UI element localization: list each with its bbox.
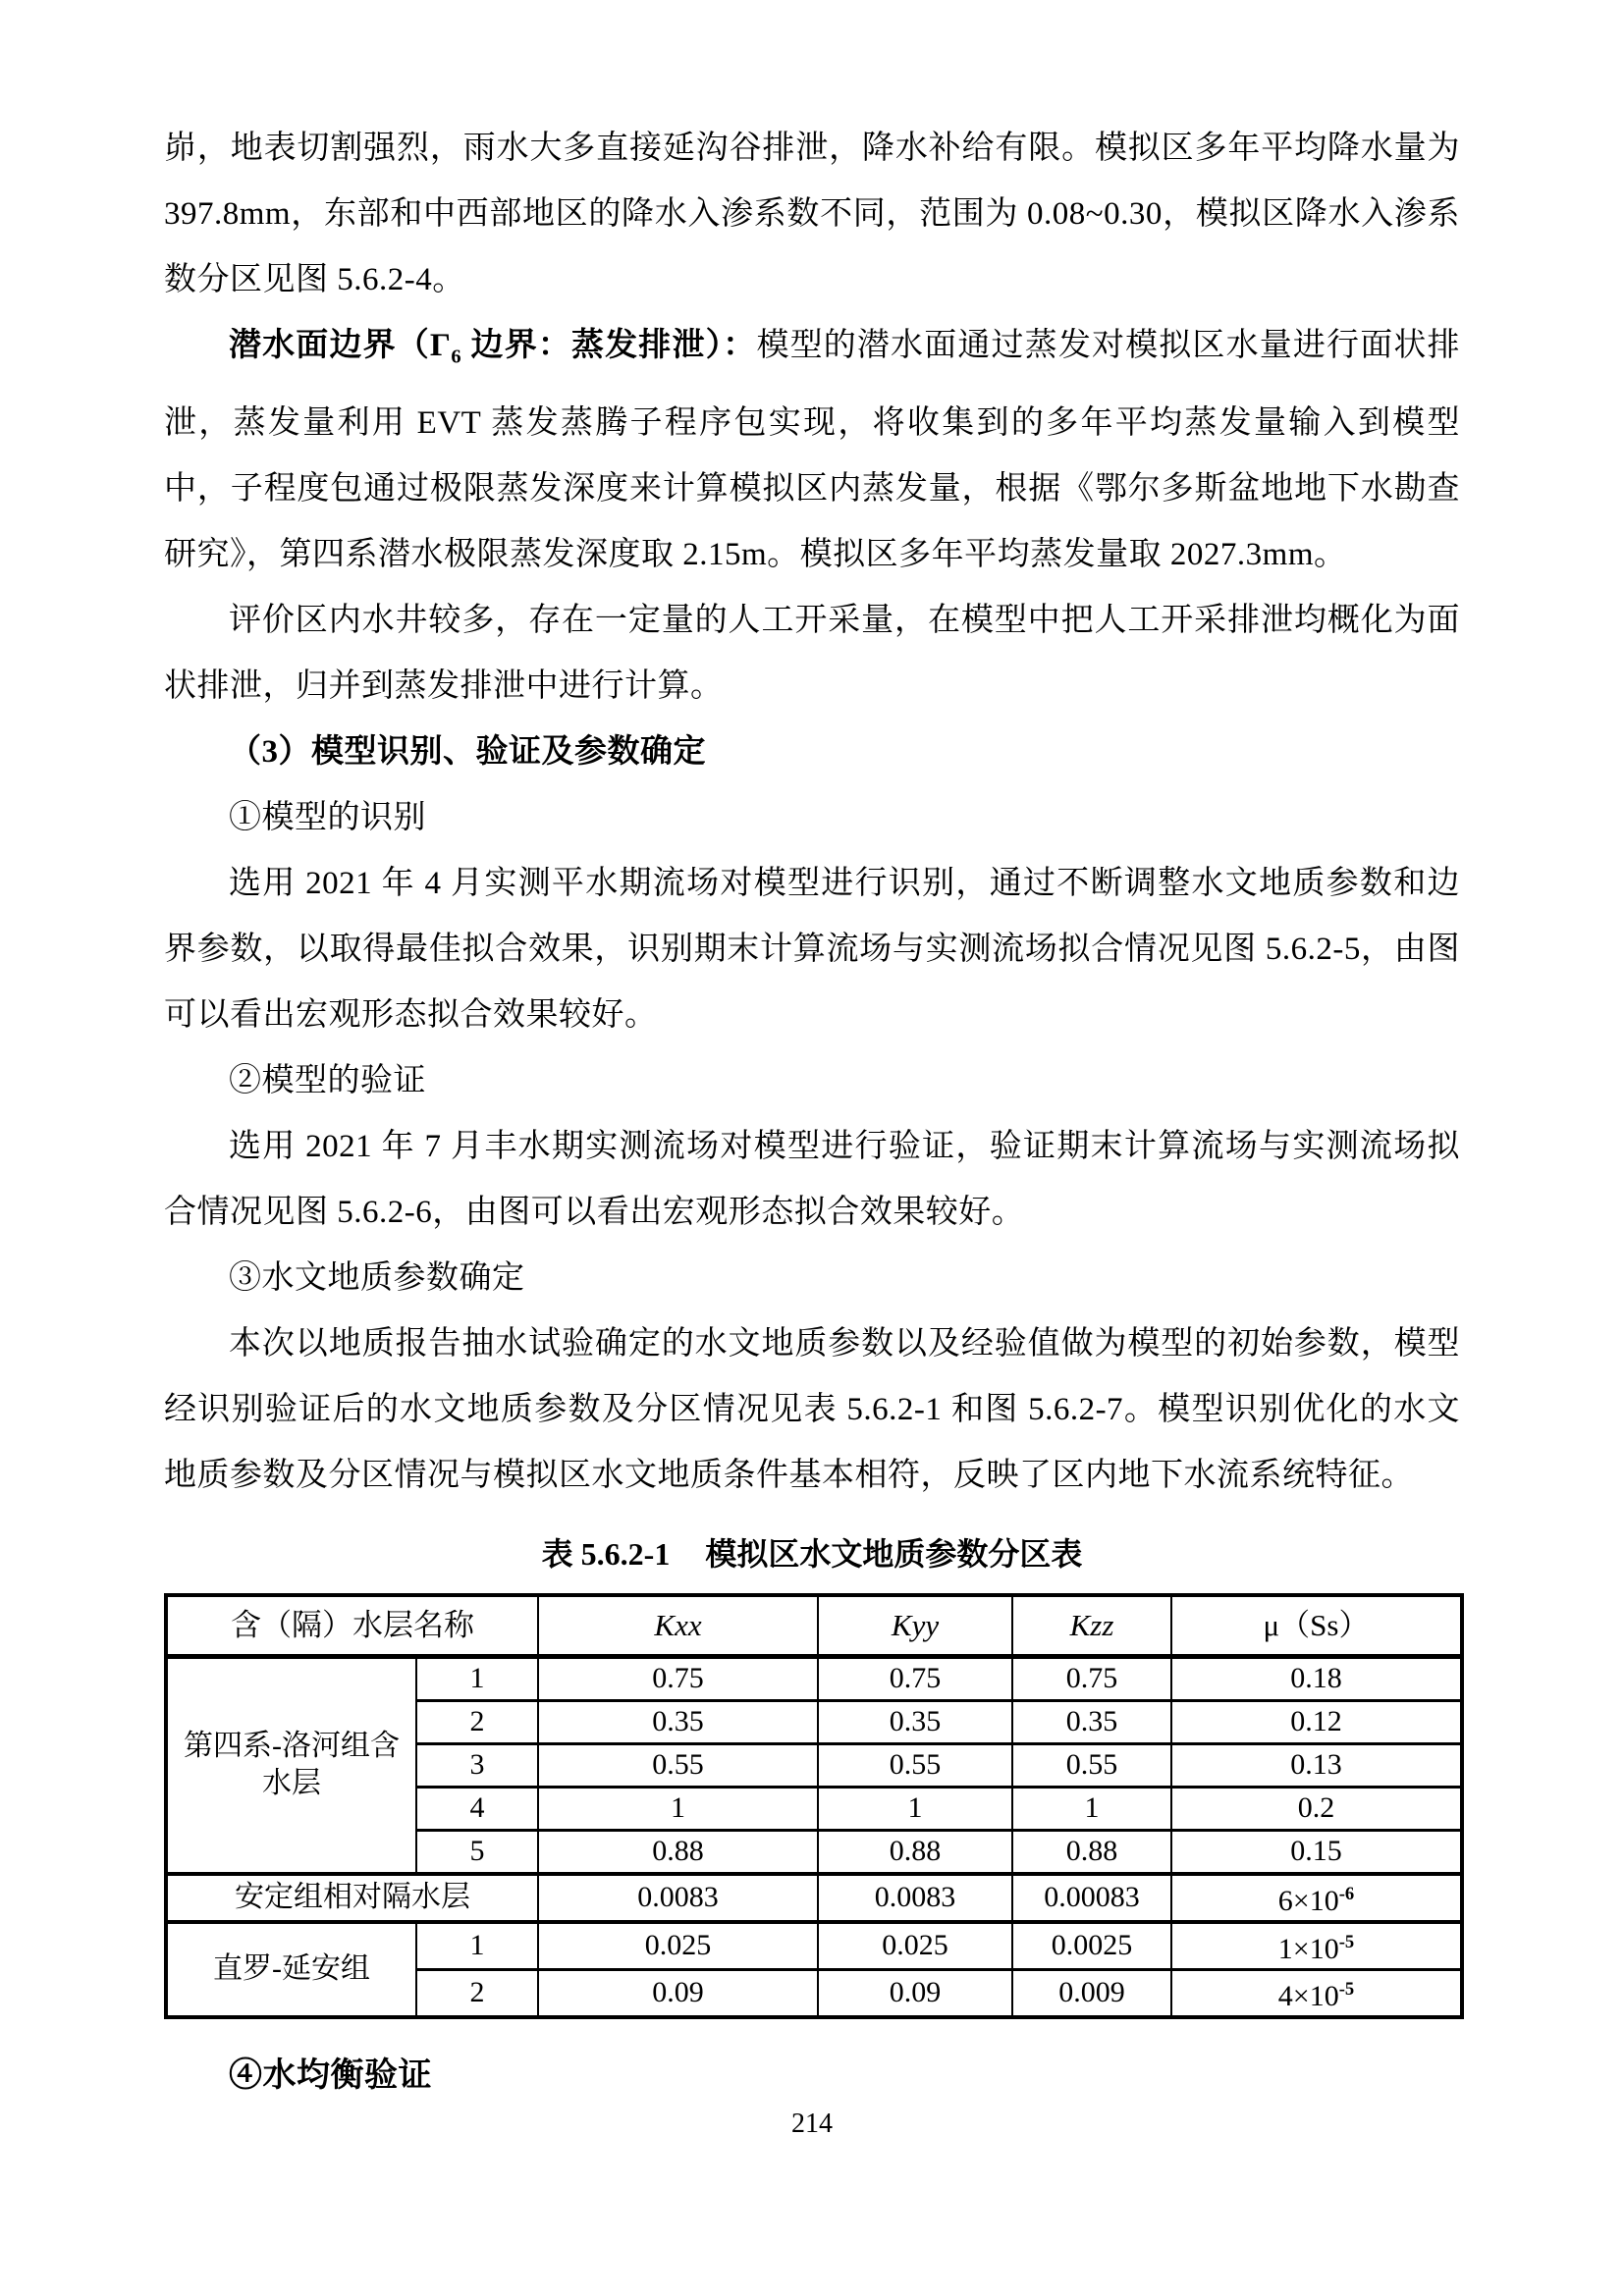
kxx-label: Kxx bbox=[654, 1607, 702, 1642]
col-header-kzz bbox=[1012, 1595, 1171, 1657]
kxx-cell: 0.0083 bbox=[538, 1874, 818, 1922]
kzz-cell: 0.35 bbox=[1012, 1700, 1171, 1743]
kyy-cell: 0.0083 bbox=[818, 1874, 1012, 1922]
subitem-4-water-balance: ④水均衡验证 bbox=[229, 2056, 432, 2094]
zone-cell: 1 bbox=[416, 1656, 538, 1700]
paragraph-parameters: 本次以地质报告抽水试验确定的水文地质参数以及经验值做为模型的初始参数，模型经识别验证后的水文地质参数及分区情况见表 5.6.2-1 和图 5.6.2-7。模型识别优化的水文地质参数及分区情况与模拟区水文地质条件基本相符，反映了区内地下水流系统特征。 bbox=[164, 1325, 1460, 1493]
kzz-cell: 0.55 bbox=[1012, 1743, 1171, 1787]
mu-cell bbox=[1171, 1874, 1462, 1922]
kzz-cell: 1 bbox=[1012, 1787, 1171, 1830]
mu-exponent: -5 bbox=[1338, 1978, 1355, 2000]
kyy-cell: 0.35 bbox=[818, 1700, 1012, 1743]
table-caption-title: 模拟区水文地质参数分区表 bbox=[705, 1535, 1083, 1572]
kyy-cell: 1 bbox=[818, 1787, 1012, 1830]
mu-base: 6×10 bbox=[1277, 1884, 1339, 1917]
col-header-kyy bbox=[818, 1595, 1012, 1657]
mu-exponent: -6 bbox=[1338, 1883, 1355, 1904]
mu-base: 1×10 bbox=[1277, 1932, 1339, 1965]
kxx-cell: 0.09 bbox=[538, 1969, 818, 2017]
table-caption-label: 表 5.6.2-1 bbox=[541, 1535, 671, 1572]
kzz-label: Kzz bbox=[1069, 1607, 1114, 1642]
section-heading-3: （3）模型识别、验证及参数确定 bbox=[229, 733, 706, 770]
kzz-cell: 0.009 bbox=[1012, 1969, 1171, 2017]
kyy-cell: 0.025 bbox=[818, 1922, 1012, 1970]
zone-cell: 4 bbox=[416, 1787, 538, 1830]
mu-cell bbox=[1171, 1969, 1462, 2017]
mu-cell: 0.2 bbox=[1171, 1787, 1462, 1830]
kzz-cell: 0.00083 bbox=[1012, 1874, 1171, 1922]
zone-cell: 1 bbox=[416, 1922, 538, 1970]
paragraph-wells: 评价区内水井较多，存在一定量的人工开采量，在模型中把人工开采排泄均概化为面状排泄，归并到蒸发排泄中进行计算。 bbox=[164, 602, 1460, 704]
col-header-kxx bbox=[538, 1595, 818, 1657]
page-number: 214 bbox=[791, 2109, 833, 2139]
mu-exponent: -5 bbox=[1338, 1931, 1355, 1952]
zone-cell: 2 bbox=[416, 1969, 538, 2017]
hydrogeological-parameter-table bbox=[164, 1593, 1464, 2019]
layer-name-anding: 安定组相对隔水层 bbox=[166, 1874, 538, 1922]
subitem-2-model-verification: ②模型的验证 bbox=[229, 1062, 426, 1098]
kzz-cell: 0.0025 bbox=[1012, 1922, 1171, 1970]
kyy-cell: 0.55 bbox=[818, 1743, 1012, 1787]
paragraph-water-table-boundary bbox=[164, 313, 1460, 588]
mu-base: 4×10 bbox=[1277, 1979, 1339, 2012]
bold-lead-boundary bbox=[229, 328, 757, 368]
gamma-subscript: 6 bbox=[451, 346, 462, 368]
mu-cell bbox=[1171, 1922, 1462, 1970]
bold-lead-post: 边界：蒸发排泄）： bbox=[461, 328, 757, 363]
zone-cell: 5 bbox=[416, 1830, 538, 1874]
paragraph-verification: 选用 2021 年 7 月丰水期实测流场对模型进行验证，验证期末计算流场与实测流场拟合情况见图 5.6.2-6，由图可以看出宏观形态拟合效果较好。 bbox=[164, 1128, 1460, 1230]
page-content bbox=[164, 0, 1460, 2109]
kxx-cell: 1 bbox=[538, 1787, 818, 1830]
bold-lead-pre: 潜水面边界（Γ bbox=[229, 328, 452, 363]
paragraph-identification: 选用 2021 年 4 月实测平水期流场对模型进行识别，通过不断调整水文地质参数和边界参数，以取得最佳拟合效果，识别期末计算流场与实测流场拟合情况见图 5.6.2-5，由图可以看出宏观形态拟合效果较好。 bbox=[164, 865, 1460, 1033]
zone-cell: 2 bbox=[416, 1700, 538, 1743]
kzz-cell: 0.75 bbox=[1012, 1656, 1171, 1700]
zone-cell: 3 bbox=[416, 1743, 538, 1787]
paragraph-water-table-rest: 模型的潜水面通过蒸发对模拟区水量进行面状排泄，蒸发量利用 EVT 蒸发蒸腾子程序包实现，将收集到的多年平均蒸发量输入到模型中，子程度包通过极限蒸发深度来计算模拟区内蒸发量，根据《鄂尔多斯盆地地下水勘查研究》，第四系潜水极限蒸发深度取 2.15m。模拟区多年平均蒸发量取 2027.3mm。 bbox=[164, 328, 1461, 572]
paragraph-rainfall: 峁，地表切割强烈，雨水大多直接延沟谷排泄，降水补给有限。模拟区多年平均降水量为 397.8mm，东部和中西部地区的降水入渗系数不同，范围为 0.08~0.30，模拟区降水入渗系数分区见图 5.6.2-4。 bbox=[164, 131, 1460, 297]
table-row bbox=[166, 1922, 1462, 1970]
layer-name-zhiluo: 直罗-延安组 bbox=[166, 1922, 416, 2017]
kxx-cell: 0.55 bbox=[538, 1743, 818, 1787]
kxx-cell: 0.35 bbox=[538, 1700, 818, 1743]
kxx-cell: 0.025 bbox=[538, 1922, 818, 1970]
layer-name-luohe: 第四系-洛河组含水层 bbox=[166, 1656, 416, 1874]
mu-cell: 0.18 bbox=[1171, 1656, 1462, 1700]
subitem-3-parameter-determination: ③水文地质参数确定 bbox=[229, 1259, 525, 1296]
table-caption bbox=[164, 1524, 1460, 1583]
kyy-cell: 0.75 bbox=[818, 1656, 1012, 1700]
col-header-layer-name: 含（隔）水层名称 bbox=[166, 1595, 538, 1657]
kyy-cell: 0.88 bbox=[818, 1830, 1012, 1874]
mu-cell: 0.13 bbox=[1171, 1743, 1462, 1787]
table-row-anding bbox=[166, 1874, 1462, 1922]
mu-cell: 0.15 bbox=[1171, 1830, 1462, 1874]
kxx-cell: 0.75 bbox=[538, 1656, 818, 1700]
mu-cell: 0.12 bbox=[1171, 1700, 1462, 1743]
kyy-label: Kyy bbox=[891, 1607, 940, 1642]
table-row bbox=[166, 1656, 1462, 1700]
kyy-cell: 0.09 bbox=[818, 1969, 1012, 2017]
kxx-cell: 0.88 bbox=[538, 1830, 818, 1874]
subitem-1-model-identification: ①模型的识别 bbox=[229, 799, 426, 835]
kzz-cell: 0.88 bbox=[1012, 1830, 1171, 1874]
table-header-row bbox=[166, 1595, 1462, 1657]
col-header-mu-ss: μ（Ss） bbox=[1171, 1595, 1462, 1657]
